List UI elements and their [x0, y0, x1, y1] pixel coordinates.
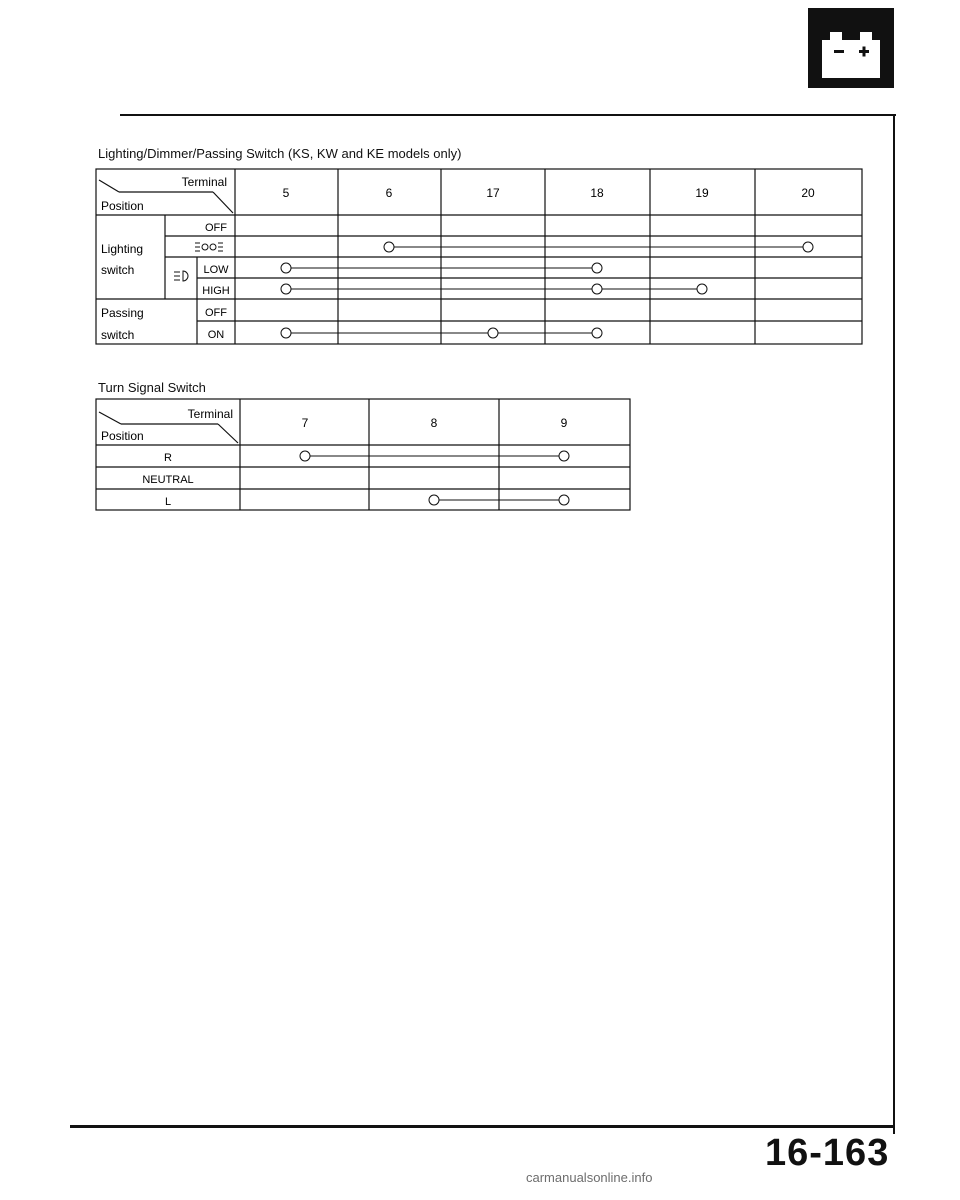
passing-switch-label-2: switch: [101, 328, 135, 342]
position-header: Position: [101, 199, 144, 213]
position-r: R: [164, 452, 172, 464]
watermark: carmanualsonline.info: [526, 1170, 653, 1185]
lighting-switch-table: [95, 168, 865, 348]
terminal-header-2: Terminal: [187, 407, 233, 421]
bottom-rule: [70, 1125, 895, 1128]
continuity-circle: [281, 328, 291, 338]
headlight-icon: [174, 271, 188, 281]
continuity-circle: [281, 263, 291, 273]
continuity-circle: [300, 451, 310, 461]
terminal-8: 8: [430, 416, 438, 430]
terminal-18: 18: [590, 186, 604, 200]
table1-title: Lighting/Dimmer/Passing Switch (KS, KW and KE models only): [98, 146, 462, 161]
header-diagonal: [99, 180, 119, 192]
continuity-circle: [592, 328, 602, 338]
continuity-circle: [281, 284, 291, 294]
turn-signal-table: [95, 398, 635, 514]
continuity-circle: [488, 328, 498, 338]
continuity-circle: [559, 451, 569, 461]
top-rule: [120, 114, 896, 116]
terminal-20: 20: [801, 186, 815, 200]
continuity-circle: [429, 495, 439, 505]
continuity-circle: [384, 242, 394, 252]
terminal-5: 5: [282, 186, 290, 200]
position-neutral: NEUTRAL: [142, 474, 194, 486]
position-passing-off: OFF: [205, 307, 227, 319]
continuity-circle: [803, 242, 813, 252]
continuity-circle: [559, 495, 569, 505]
battery-minus-icon: [834, 50, 844, 53]
position-header-2: Position: [101, 429, 144, 443]
terminal-19: 19: [695, 186, 709, 200]
terminal-9: 9: [560, 416, 568, 430]
position-low: LOW: [203, 264, 229, 276]
continuity-circle: [592, 263, 602, 273]
position-high: HIGH: [202, 285, 230, 297]
position-off: OFF: [205, 222, 227, 234]
table2-title: Turn Signal Switch: [98, 380, 206, 395]
page-number: 16-163: [765, 1132, 890, 1174]
terminal-7: 7: [301, 416, 309, 430]
lighting-switch-label-2: switch: [101, 263, 135, 277]
continuity-circle: [592, 284, 602, 294]
terminal-6: 6: [385, 186, 393, 200]
battery-icon: [808, 8, 894, 88]
passing-switch-label: Passing: [101, 306, 144, 320]
terminal-header: Terminal: [181, 175, 227, 189]
lighting-switch-label: Lighting: [101, 242, 144, 256]
position-passing-on: ON: [207, 329, 225, 341]
right-rule: [893, 116, 895, 1134]
continuity-circle: [697, 284, 707, 294]
parking-light-icon: [195, 243, 223, 251]
position-l: L: [164, 496, 172, 508]
terminal-17: 17: [486, 186, 500, 200]
